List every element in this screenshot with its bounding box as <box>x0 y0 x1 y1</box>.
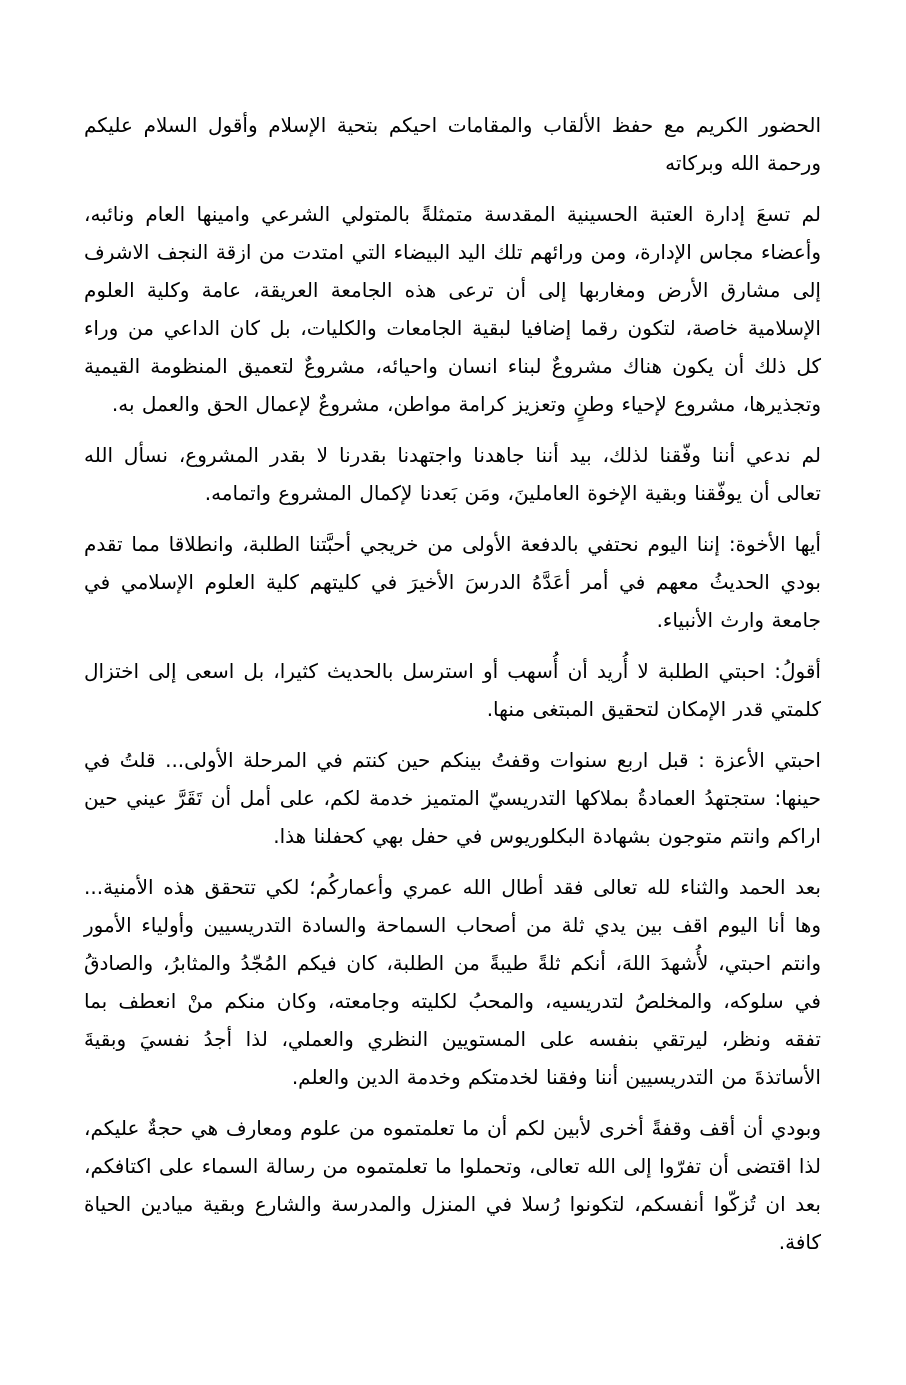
paragraph-greeting: الحضور الكريم مع حفظ الألقاب والمقامات احيكم بتحية الإسلام وأقول السلام عليكم ورحمة الله وبركاته <box>84 113 821 175</box>
paragraph-four-years-ago: احبتي الأعزة : قبل اربع سنوات وقفتُ بينكم حين كنتم في المرحلة الأولى... قلتُ في حينها: ستجتهدُ العمادةُ بملاكها التدريسيّ المتميز خدمة لكم، على أمل أن تَقَرَّ عيني حين اراكم وانتم متوجون بشهادة البكلوريوس في حفل بهي كحفلنا هذا. <box>84 748 821 848</box>
paragraph-final-exhortation: وبودي أن أقف وقفةً أخرى لأبين لكم أن ما تعلمتموه من علوم ومعارف هي حجةٌ عليكم، لذا اقتضى أن تفرّوا إلى الله تعالى، وتحملوا ما تعلمتموه من رسالة السماء على اكتافكم، بعد ان تُزكّوا أنفسكم، لتكونوا رُسلا في المنزل والمدرسة والشارع وبقية ميادين الحياة كافة. <box>84 1116 821 1254</box>
paragraph-humility: لم ندعي أننا وفّقنا لذلك، بيد أننا جاهدنا واجتهدنا بقدرنا لا بقدر المشروع، نسأل الله تعالى أن يوفّقنا وبقية الإخوة العاملينَ، ومَن بَعدنا لإكمال المشروع واتمامه. <box>84 443 821 505</box>
paragraph-brevity: أقولُ: احبتي الطلبة لا أُريد أن أُسهب أو استرسل بالحديث كثيرا، بل اسعى إلى اختزال كلمتي قدر الإمكان لتحقيق المبتغى منها. <box>84 659 821 721</box>
paragraph-praise-of-students: بعد الحمد والثناء لله تعالى فقد أطال الله عمري وأعماركُم؛ لكي تتحقق هذه الأمنية... وها أنا اليوم اقف بين يدي ثلة من أصحاب السماحة والسادة التدريسيين وأولياء الأمور وانتم احبتي، لأُشهدَ اللهَ، أنكم ثلةً طيبةً من الطلبة، كان فيكم المُجّدُ والمثابرُ، والصادقُ في سلوكه، والمخلصُ لتدريسيه، والمحبُ لكليته وجامعته، وكان منكم منْ انعطف بما تفقه ونظر، ليرتقي بنفسه على المستويين النظري والعملي، لذا أجدُ نفسيَ وبقيةَ الأساتذةَ من التدريسيين أننا وفقنا لخدمتكم وخدمة الدين والعلم. <box>84 875 821 1089</box>
paragraph-administration: لم تسعَ إدارة العتبة الحسينية المقدسة متمثلةً بالمتولي الشرعي وامينها العام ونائبه، وأعضاء مجاس الإدارة، ومن ورائهم تلك اليد البيضاء التي امتدت من ازقة النجف الاشرف إلى مشارق الأرض ومغاربها إلى أن ترعى هذه الجامعة العريقة، عامة وكلية العلوم الإسلامية خاصة، لتكون رقما إضافيا لبقية الجامعات والكليات، بل كان الداعي من وراء كل ذلك أن يكون هناك مشروعٌ لبناء انسان واحيائه، مشروعٌ لتعميق المنظومة القيمية وتجذيرها، مشروع لإحياء وطنٍ وتعزيز كرامة مواطن، مشروعٌ لإعمال الحق والعمل به. <box>84 202 821 416</box>
paragraph-first-cohort: أيها الأخوة: إننا اليوم نحتفي بالدفعة الأولى من خريجي أحبَّتنا الطلبة، وانطلاقا مما تقدم بودي الحديثُ معهم في أمر أعَدَّهُ الدرسَ الأخيرَ في كليتهم كلية العلوم الإسلامي في جامعة وارث الأنبياء. <box>84 532 821 632</box>
